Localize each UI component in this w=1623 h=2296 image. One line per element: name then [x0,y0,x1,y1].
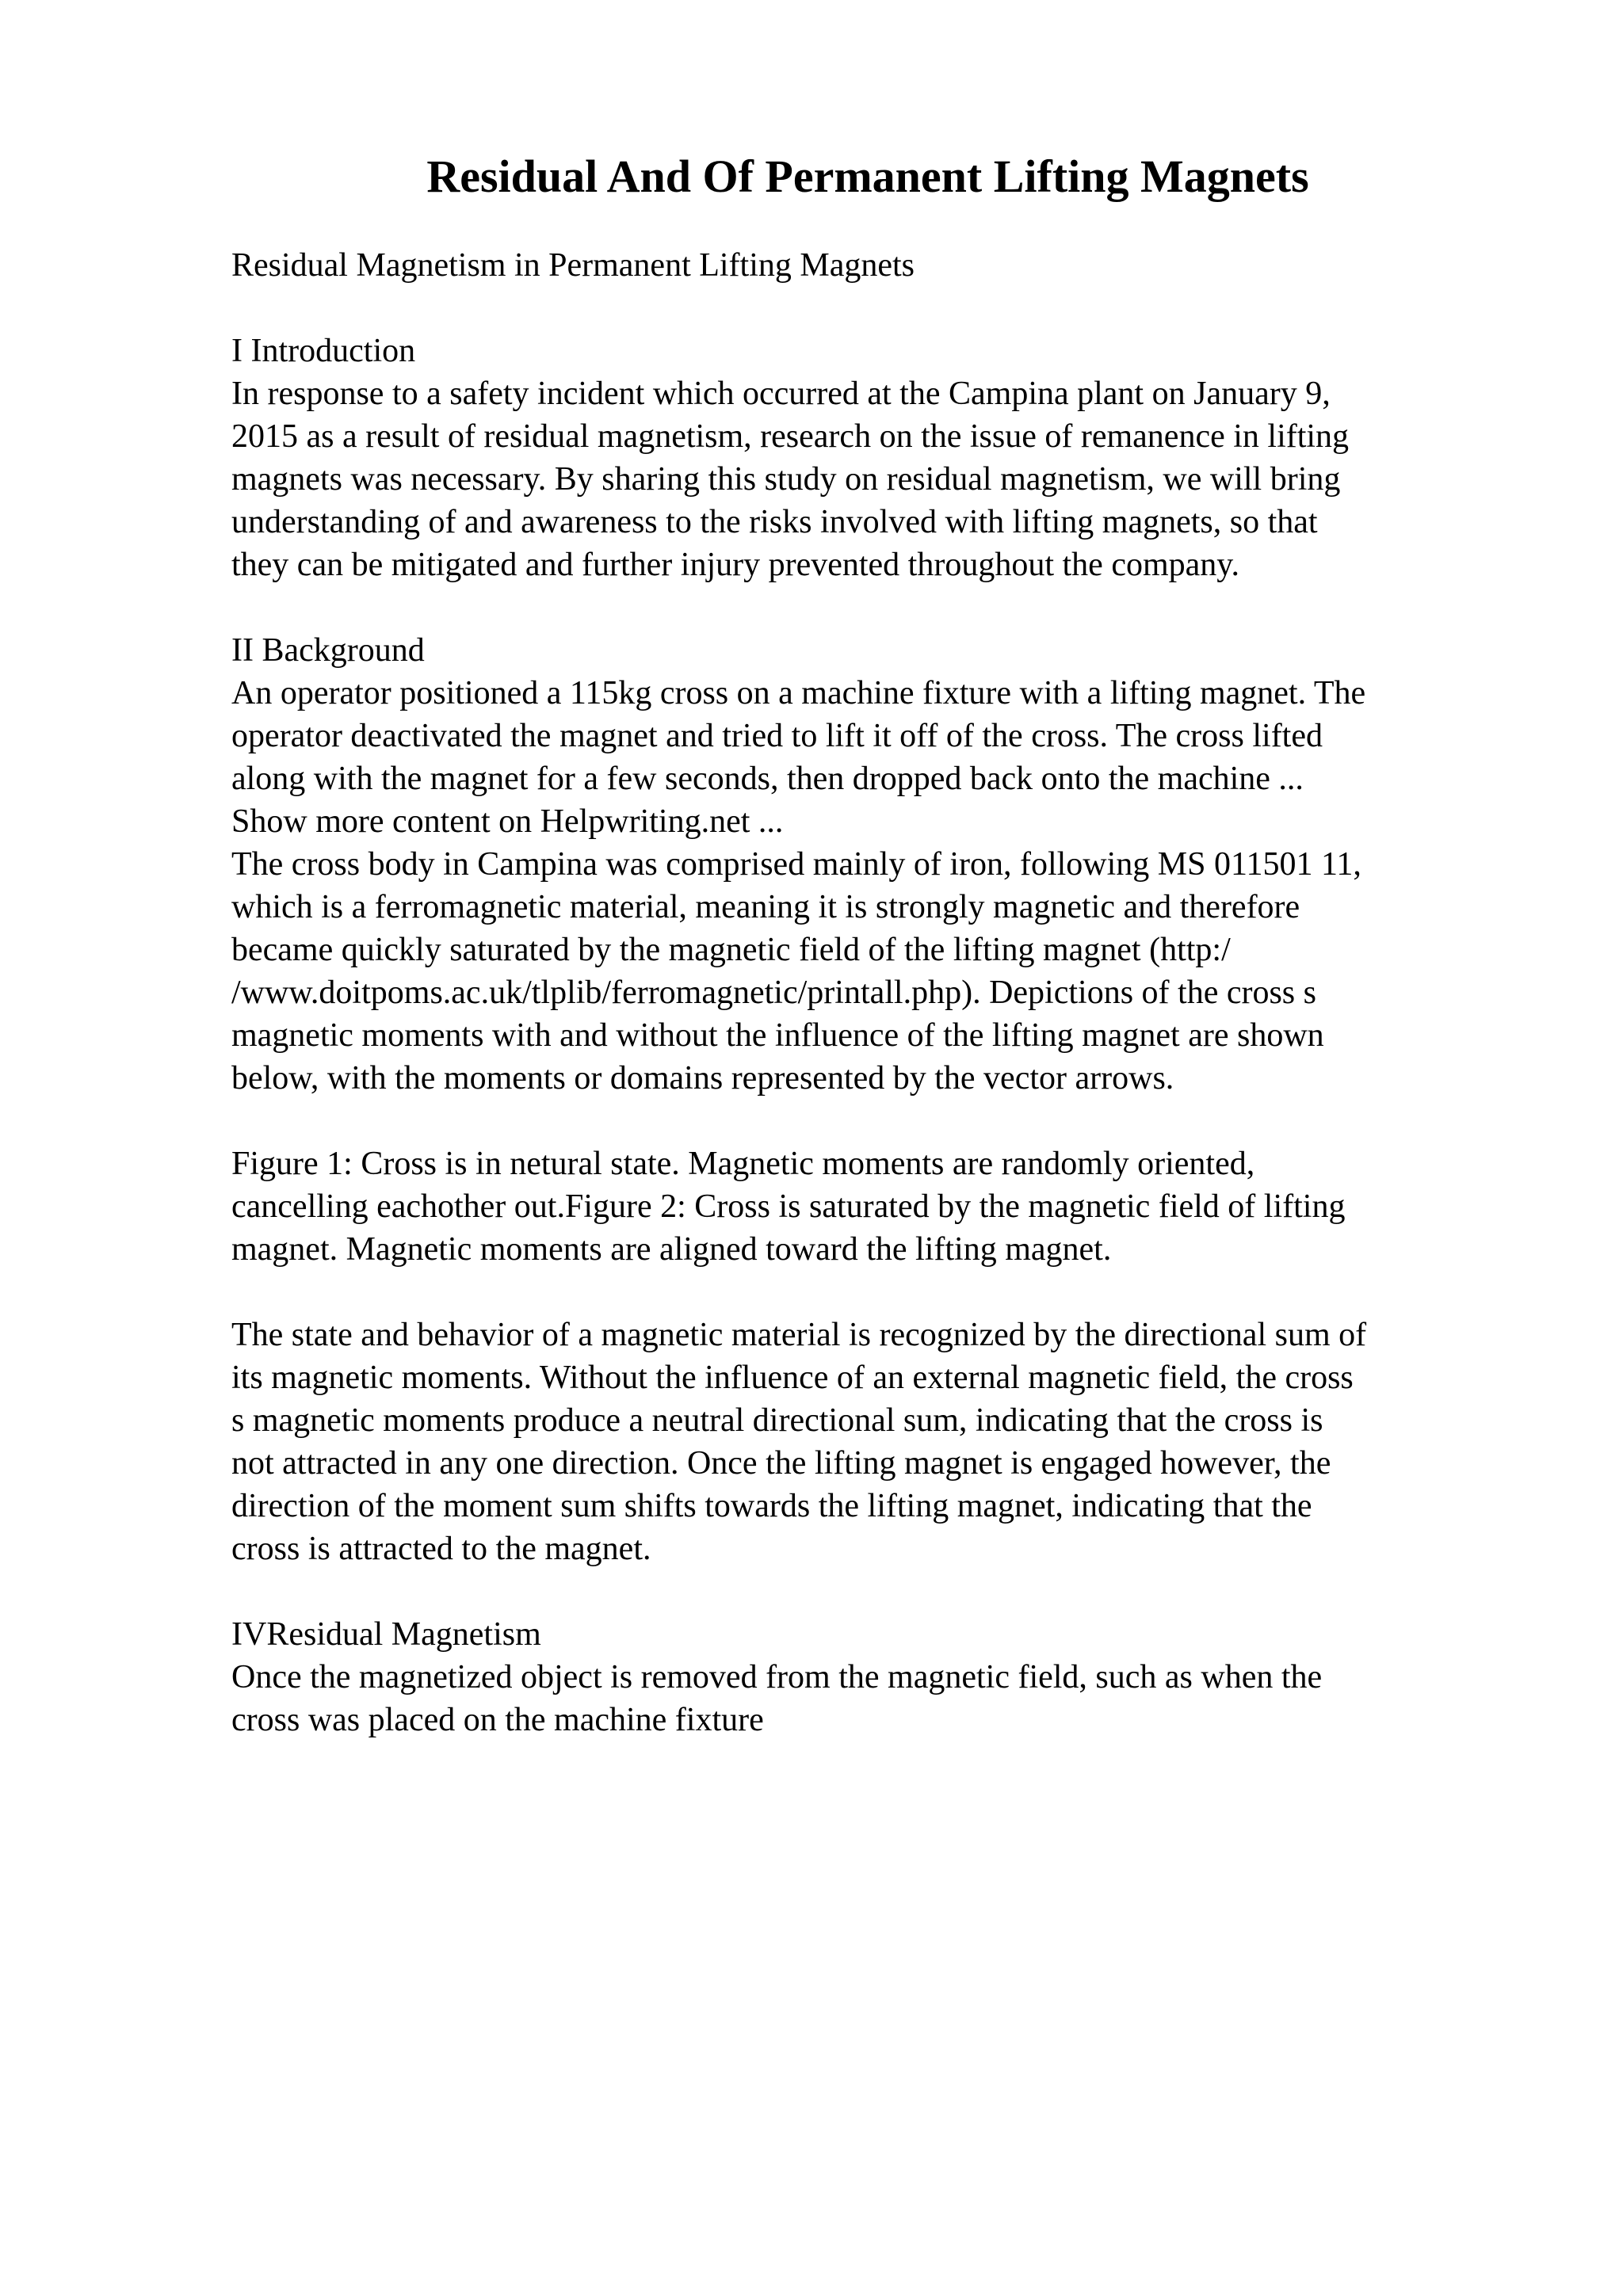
section-heading-residual-magnetism: IVResidual Magnetism [231,1616,541,1653]
document-subtitle: Residual Magnetism in Permanent Lifting Magnets [231,247,915,284]
figures-caption: Figure 1: Cross is in netural state. Magnetic moments are randomly oriented, cancelling eachother out.Figure 2: Cross is saturated by the magnetic field of lifting magnet. Magnetic moments are aligned toward the lifting magnet. [231,1146,1346,1268]
section-heading-background: II Background [231,632,425,669]
residual-magnetism-paragraph: Once the magnetized object is removed from the magnetic field, such as when the cross was placed on the machine fixture [231,1659,1323,1738]
introduction-paragraph: In response to a safety incident which occurred at the Campina plant on January 9, 2015 as a result of residual magnetism, research on the issue of remanence in lifting magnets was necessary. By sharing this study on residual magnetism, we will bring understanding of and awareness to the risks involved with lifting magnets, so that they can be mitigated and further injury prevented throughout the company. [231,376,1350,583]
document-body [231,244,1515,1741]
paragraph-gap [231,1570,1515,1613]
section-heading-introduction: I Introduction [231,333,416,369]
background-paragraph: An operator positioned a 115kg cross on a machine fixture with a lifting magnet. The operator deactivated the magnet and tried to lift it off of the cross. The cross lifted along with the magnet for a few seconds, then dropped back onto the machine ... [231,675,1366,797]
show-more-link[interactable]: Show more content on Helpwriting.net ... [231,803,784,840]
paragraph-gap [231,287,1515,330]
document-title: Residual And Of Permanent Lifting Magnets [426,151,1309,202]
background-continuation-paragraph: The cross body in Campina was comprised mainly of iron, following MS 011501 11, which is a ferromagnetic material, meaning it is strongly magnetic and therefore became quickly saturated by the magnetic field of the lifting magnet (http:/ /www.doitpoms.ac.uk/tlplib/ferromagnetic/printall.php). Depictions of the cross s magnetic moments with and without the influence of the lifting magnet are shown below, with the moments or domains represented by the vector arrows. [231,846,1361,1097]
magnetic-state-paragraph: The state and behavior of a magnetic material is recognized by the directional sum of its magnetic moments. Without the influence of an external magnetic field, the cross s magnetic moments produce a neutral directional sum, indicating that the cross is not attracted in any one direction. Once the lifting magnet is engaged however, the direction of the moment sum shifts towards the lifting magnet, indicating that the cross is attracted to the magnet. [231,1317,1367,1567]
paragraph-gap [231,1100,1515,1142]
paragraph-gap [231,586,1515,629]
paragraph-gap [231,1271,1515,1314]
